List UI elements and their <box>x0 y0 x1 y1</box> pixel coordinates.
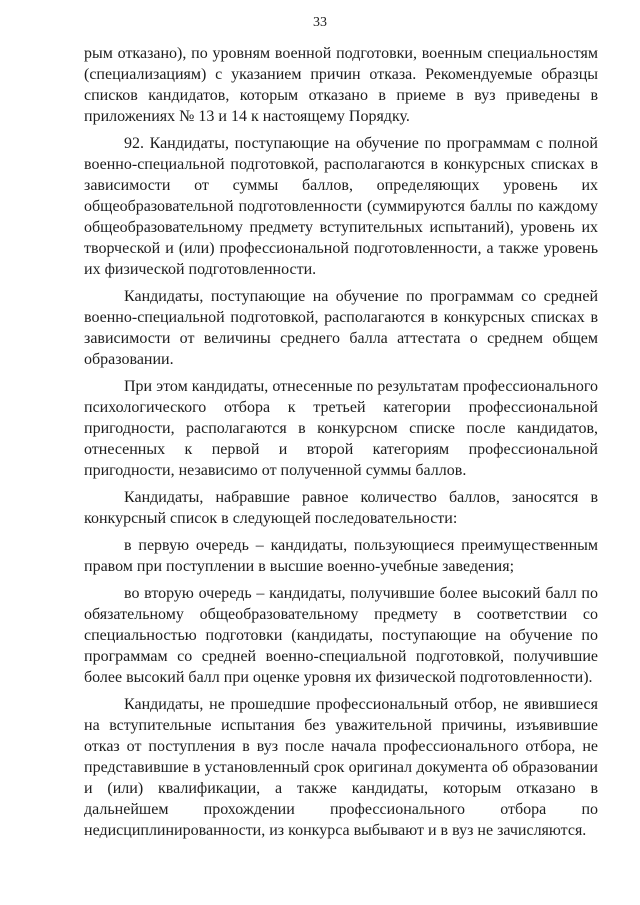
paragraph-continuation: рым отказано), по уровням военной подготовки, военным специальностям (специализациям) с указанием причин отказа. Рекомендуемые образцы списков кандидатов, которым отказано в приеме в вуз приведены в приложениях № 13 и 14 к настоящему Порядку. <box>84 45 598 125</box>
paragraph-psych-category: При этом кандидаты, отнесенные по результатам профессионального психологического отбора к третьей категории профессиональной пригодности, располагаются в конкурсном списке после кандидатов, отнесенных к первой и второй категориям профессиональной пригодности, независимо от полученной суммы баллов. <box>84 378 598 479</box>
paragraph-exclusion: Кандидаты, не прошедшие профессиональный отбор, не явившиеся на вступительные испытания без уважительной причины, изъявившие отказ от поступления в вуз после начала профессионального отбора, не представившие в установленный срок оригинал документа об образовании и (или) квалификации, а также кандидаты, которым отказано в дальнейшем прохождении профессионального отбора по недисциплинированности, из конкурса выбывают и в вуз не зачисляются. <box>84 696 598 839</box>
paragraph-92: 92. Кандидаты, поступающие на обучение по программам с полной военно-специальной подготовкой, располагаются в конкурсных списках в зависимости от суммы баллов, определяющих уровень их общеобразовательной подготовленности (суммируются баллы по каждому общеобразовательному предмету вступительных испытаний), уровень их творческой и (или) профессиональной подготовленности, а также уровень их физической подготовленности. <box>84 135 598 278</box>
paragraph-first-priority: в первую очередь – кандидаты, пользующиеся преимущественным правом при поступлении в высшие военно-учебные заведения; <box>84 537 598 575</box>
paragraph-second-priority: во вторую очередь – кандидаты, получившие более высокий балл по обязательному общеобразовательному предмету в соответствии со специальностью подготовки (кандидаты, поступающие на обучение по программам со средней военно-специальной подготовкой, получившие более высокий балл при оценке уровня их физической подготовленности). <box>84 585 598 686</box>
document-body <box>84 43 598 847</box>
paragraph-equal-scores: Кандидаты, набравшие равное количество баллов, заносятся в конкурсный список в следующей последовательности: <box>84 489 598 527</box>
page-number: 33 <box>313 15 327 30</box>
paragraph-secondary-training: Кандидаты, поступающие на обучение по программам со средней военно-специальной подготовкой, располагаются в конкурсных списках в зависимости от величины среднего балла аттестата о среднем общем образовании. <box>84 288 598 368</box>
